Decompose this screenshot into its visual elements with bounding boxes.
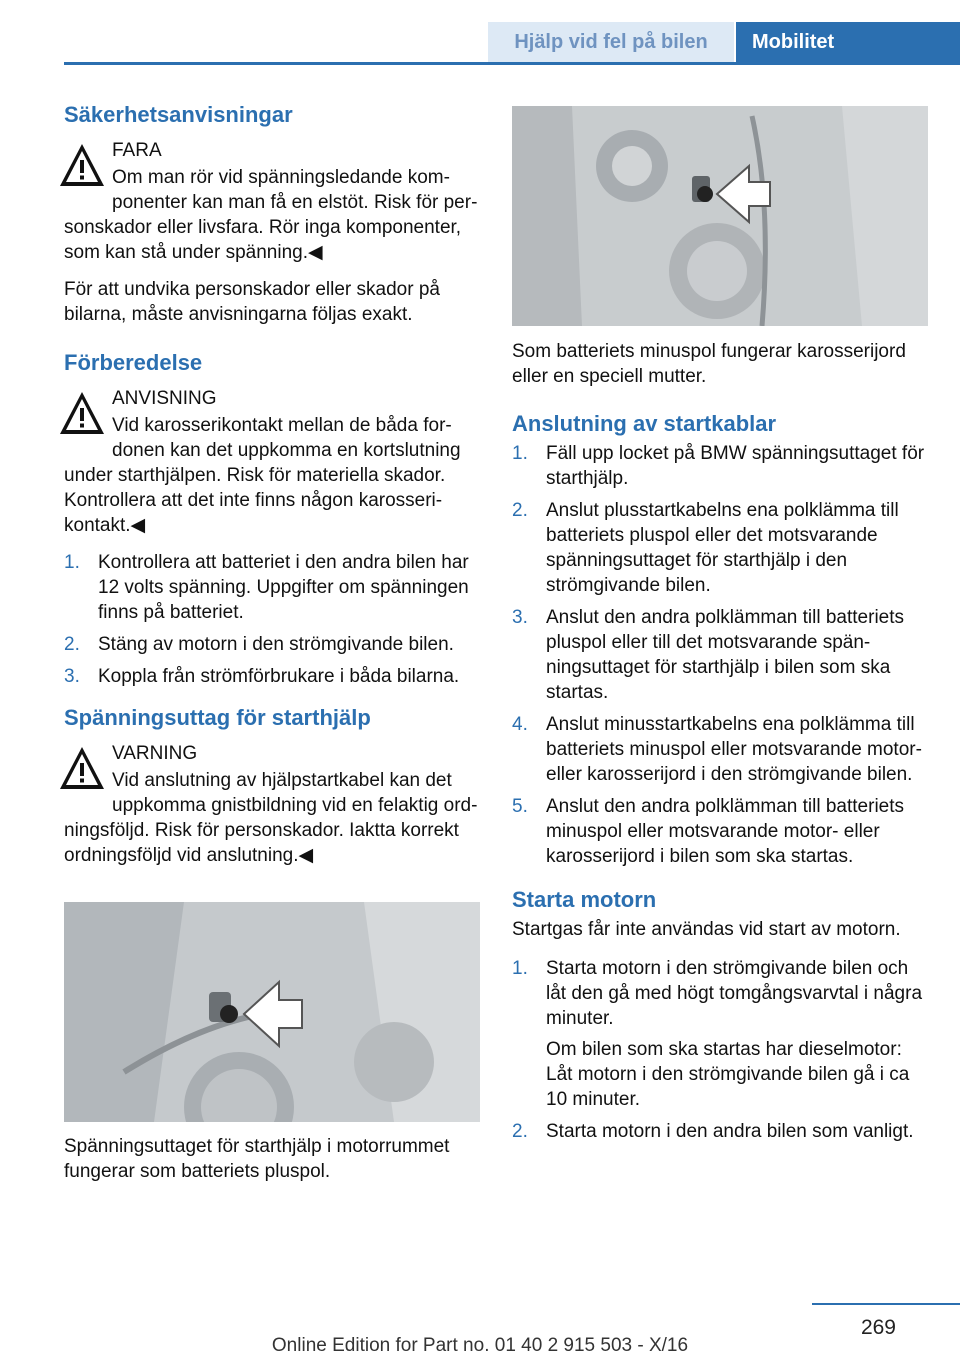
step-number: 4.: [512, 714, 528, 735]
warning-label: VARNING: [112, 743, 198, 764]
right-column: [512, 106, 928, 1151]
warning-text: Vid anslutning av hjälpstartkabel kan det uppkomma gnistbildning vid en felaktig ordningsföljd. Risk för personskador. Iaktta korrekt ordningsföljd vid anslutning.◀: [64, 770, 478, 866]
list-item: [512, 712, 928, 787]
list-item: [64, 664, 480, 689]
step-text: Anslut den andra polklämman till batteriets pluspol eller till det motsvarande spänningsuttaget för starthjälp i bilen som ska startas.: [546, 607, 905, 703]
engine-bay-ground-image: [512, 106, 928, 326]
step-number: 5.: [512, 796, 528, 817]
edition-footer: Online Edition for Part no. 01 40 2 915 503 - X/16: [271, 1335, 689, 1356]
list-item: [512, 956, 928, 1112]
list-item: [64, 550, 480, 625]
warning-triangle-icon: [58, 741, 106, 797]
preparation-heading: Förberedelse: [64, 350, 203, 375]
notice-text: Vid karosserikontakt mellan de båda fordonen kan det uppkomma en kortslutning under starthjälpen. Risk för materiella skador. Kontrollera att det inte finns någon karosserikontakt.◀: [64, 415, 461, 536]
header-rule: [64, 62, 960, 65]
step-number: 1.: [512, 958, 528, 979]
figure-caption: Som batteriets minuspol fungerar karosserijord eller en speciell mutter.: [512, 341, 906, 387]
list-item: [512, 441, 928, 491]
step-text: Starta motorn i den strömgivande bilen och låt den gå med högt tomgångsvarvtal i några minuter.: [546, 958, 923, 1029]
step-text: Koppla från strömförbrukare i båda bilarna.: [98, 666, 460, 687]
header-chapter-tab: Mobilitet: [736, 22, 960, 62]
step-number: 1.: [64, 552, 80, 573]
step-number: 2.: [512, 500, 528, 521]
figure-caption: Spänningsuttaget för starthjälp i motorrummet fungerar som batteriets pluspol.: [64, 1136, 450, 1182]
step-number: 1.: [512, 443, 528, 464]
start-engine-heading: Starta motorn: [512, 887, 657, 912]
start-note: Startgas får inte användas vid start av motorn.: [512, 919, 901, 940]
step-text: Starta motorn i den andra bilen som vanligt.: [546, 1121, 914, 1142]
step-number: 2.: [512, 1121, 528, 1142]
step-text: Anslut den andra polklämman till batteriets minuspol eller motsvarande motor- eller karosserijord i bilen som ska startas.: [546, 796, 905, 867]
safety-heading: Säkerhetsanvisningar: [64, 102, 293, 127]
engine-bay-socket-image: [64, 902, 480, 1122]
start-steps: [512, 956, 928, 1144]
step-text: Fäll upp locket på BMW spänningsuttaget för starthjälp.: [546, 443, 925, 489]
list-item: [512, 1119, 928, 1144]
jumper-cables-heading: Anslutning av startkablar: [512, 411, 777, 436]
safety-note: För att undvika personskador eller skador på bilarna, måste anvisningarna följas exakt.: [64, 279, 440, 325]
warning-triangle-icon: [58, 386, 106, 442]
step-text: Kontrollera att batteriet i den andra bilen har 12 volts spänning. Uppgifter om spänningen finns på batteriet.: [98, 552, 469, 623]
left-column: [64, 100, 480, 1184]
step-number: 2.: [64, 634, 80, 655]
header-section-tab: Hjälp vid fel på bilen: [488, 22, 734, 62]
step-number: 3.: [512, 607, 528, 628]
footer-rule: [812, 1303, 960, 1305]
cable-steps: [512, 441, 928, 869]
socket-heading: Spänningsuttag för starthjälp: [64, 705, 371, 730]
step-text: Anslut plusstartkabelns ena polklämma till batteriets pluspol eller det motsvarande spänningsuttaget för starthjälp i den strömgivande bilen.: [546, 500, 899, 596]
notice-label: ANVISNING: [112, 388, 217, 409]
warning-notice: [64, 741, 480, 868]
warning-triangle-icon: [58, 138, 106, 194]
page-number: 269: [860, 1316, 896, 1339]
step-number: 3.: [64, 666, 80, 687]
danger-text: Om man rör vid spänningsledande komponenter kan man få en elstöt. Risk för personskador eller livsfara. Rör inga komponenter, som kan stå under spänning.◀: [64, 167, 478, 263]
step-extra-text: Om bilen som ska startas har dieselmotor: Låt motorn i den strömgivande bilen gå i ca 10 minuter.: [546, 1039, 910, 1110]
step-text: Stäng av motorn i den strömgivande bilen.: [98, 634, 454, 655]
list-item: [64, 632, 480, 657]
danger-label: FARA: [112, 140, 162, 161]
list-item: [512, 794, 928, 869]
notice-box: [64, 386, 480, 538]
danger-notice: [64, 138, 480, 265]
list-item: [512, 605, 928, 705]
step-text: Anslut minusstartkabelns ena polklämma till batteriets minuspol eller motsvarande motor- eller karosserijord i den strömgivande bilen.: [546, 714, 922, 785]
preparation-steps: [64, 550, 480, 689]
list-item: [512, 498, 928, 598]
